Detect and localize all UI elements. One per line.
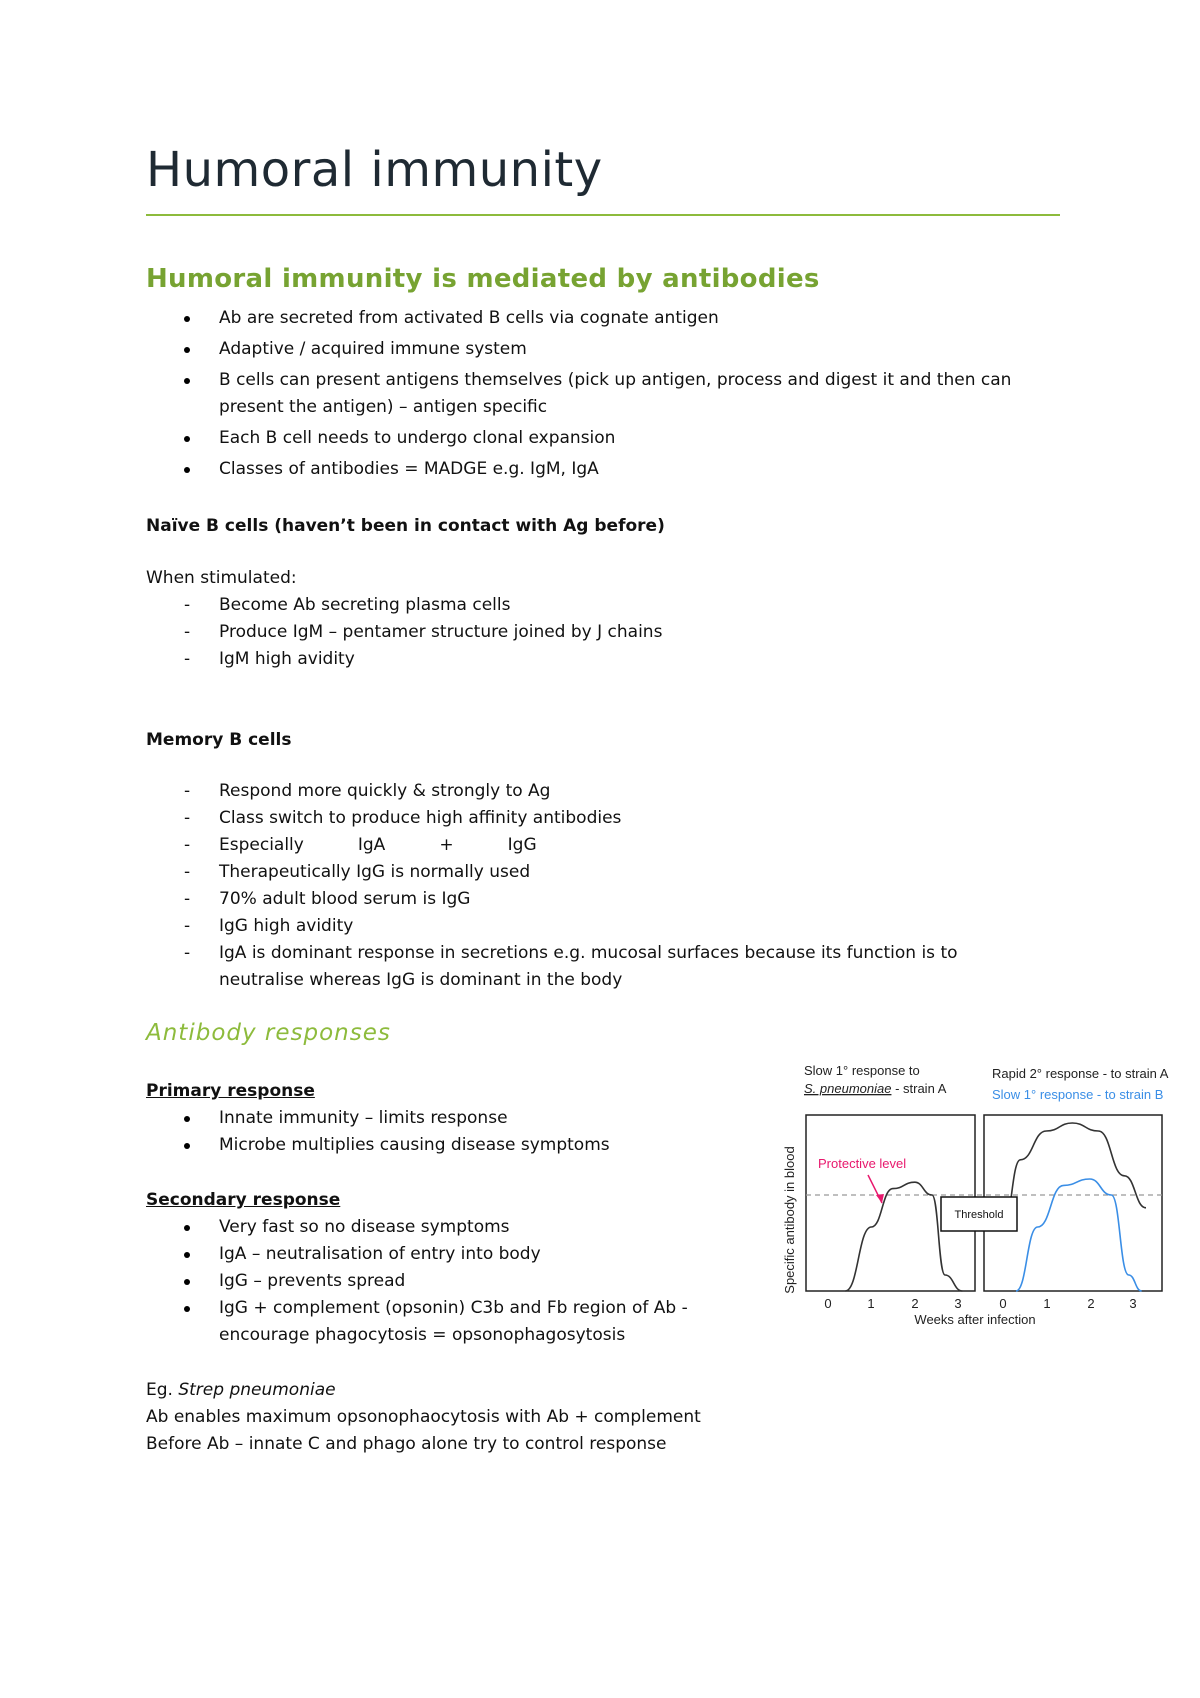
example-organism: Strep pneumoniae (178, 1380, 336, 1400)
list-item: Each B cell needs to undergo clonal expansion (146, 425, 1076, 452)
list-item: Classes of antibodies = MADGE e.g. IgM, IgA (146, 456, 1076, 483)
list-item: - Class switch to produce high affinity antibodies (146, 805, 1036, 832)
chart-title-species-suffix: - strain A (891, 1081, 947, 1096)
chart-x-tick: 2 (1087, 1296, 1095, 1311)
chart-title-species: S. pneumoniae (804, 1081, 892, 1096)
list-item: IgG + complement (opsonin) C3b and Fb region of Ab - encourage phagocytosis = opsonophagosytosis (146, 1295, 726, 1349)
list-item: IgG – prevents spread (146, 1268, 726, 1295)
chart-x-tick: 3 (1129, 1296, 1137, 1311)
secondary-list (146, 1214, 726, 1349)
example-line (146, 1377, 336, 1404)
naive-list (146, 592, 1046, 673)
page-title: Humoral immunity (146, 142, 603, 198)
list-item: B cells can present antigens themselves (pick up antigen, process and digest it and then can present the antigen) – antigen specific (146, 367, 1076, 421)
chart-x-tick: 2 (911, 1296, 919, 1311)
naive-intro: When stimulated: (146, 568, 297, 588)
chart-x-label: Weeks after infection (914, 1312, 1036, 1327)
list-item: Very fast so no disease symptoms (146, 1214, 726, 1241)
protective-level-arrowhead (876, 1194, 884, 1203)
list-item: - Become Ab secreting plasma cells (146, 592, 1046, 619)
title-rule (146, 214, 1060, 216)
section-heading-antibodies: Humoral immunity is mediated by antibodies (146, 264, 820, 294)
list-item: Adaptive / acquired immune system (146, 336, 1076, 363)
list-item: - Respond more quickly & strongly to Ag (146, 778, 1036, 805)
chart-series-line-2 (1016, 1179, 1142, 1291)
chart-y-label: Specific antibody in blood (782, 1146, 797, 1294)
list-item: - IgA is dominant response in secretions e.g. mucosal surfaces because its function is to neutralise whereas IgG is dominant in the body (146, 940, 1036, 994)
example-prefix: Eg. (146, 1380, 179, 1400)
chart-svg (770, 1055, 1190, 1345)
list-item: Innate immunity – limits response (146, 1105, 766, 1132)
chart-x-tick: 3 (954, 1296, 962, 1311)
chart-x-tick: 1 (1043, 1296, 1051, 1311)
chart-title-left-1: Slow 1° response to (804, 1063, 920, 1078)
list-item: IgA – neutralisation of entry into body (146, 1241, 726, 1268)
secondary-response-heading: Secondary response (146, 1190, 341, 1210)
list-item: - IgG high avidity (146, 913, 1036, 940)
protective-level-label: Protective level (818, 1156, 907, 1171)
list-item: Ab are secreted from activated B cells via cognate antigen (146, 305, 1076, 332)
list-item: - Especially IgA + IgG (146, 832, 1036, 859)
chart-title-right-1: Rapid 2° response - to strain A (992, 1066, 1169, 1081)
antibody-response-chart (770, 1055, 1190, 1345)
chart-title-left-2 (804, 1081, 947, 1096)
primary-list (146, 1105, 766, 1159)
chart-series-line-1 (1003, 1123, 1146, 1227)
list-item: - 70% adult blood serum is IgG (146, 886, 1036, 913)
memory-list (146, 778, 1036, 994)
chart-title-right-2: Slow 1° response - to strain B (992, 1087, 1164, 1102)
list-item: - IgM high avidity (146, 646, 1046, 673)
list-item: - Produce IgM – pentamer structure joined by J chains (146, 619, 1046, 646)
naive-b-cells-heading: Naïve B cells (haven’t been in contact with Ag before) (146, 516, 665, 536)
threshold-label: Threshold (954, 1209, 1004, 1221)
section-heading-antibody-responses: Antibody responses (146, 1020, 391, 1046)
chart-x-tick: 1 (867, 1296, 875, 1311)
memory-b-cells-heading: Memory B cells (146, 730, 292, 750)
list-item: - Therapeutically IgG is normally used (146, 859, 1036, 886)
primary-response-heading: Primary response (146, 1081, 315, 1101)
antibody-bullet-list (146, 305, 1076, 483)
chart-x-tick: 0 (999, 1296, 1007, 1311)
chart-x-tick: 0 (824, 1296, 832, 1311)
list-item: Microbe multiplies causing disease symptoms (146, 1132, 766, 1159)
example-text-1: Ab enables maximum opsonophaocytosis with Ab + complement (146, 1407, 701, 1427)
example-text-2: Before Ab – innate C and phago alone try to control response (146, 1434, 667, 1454)
